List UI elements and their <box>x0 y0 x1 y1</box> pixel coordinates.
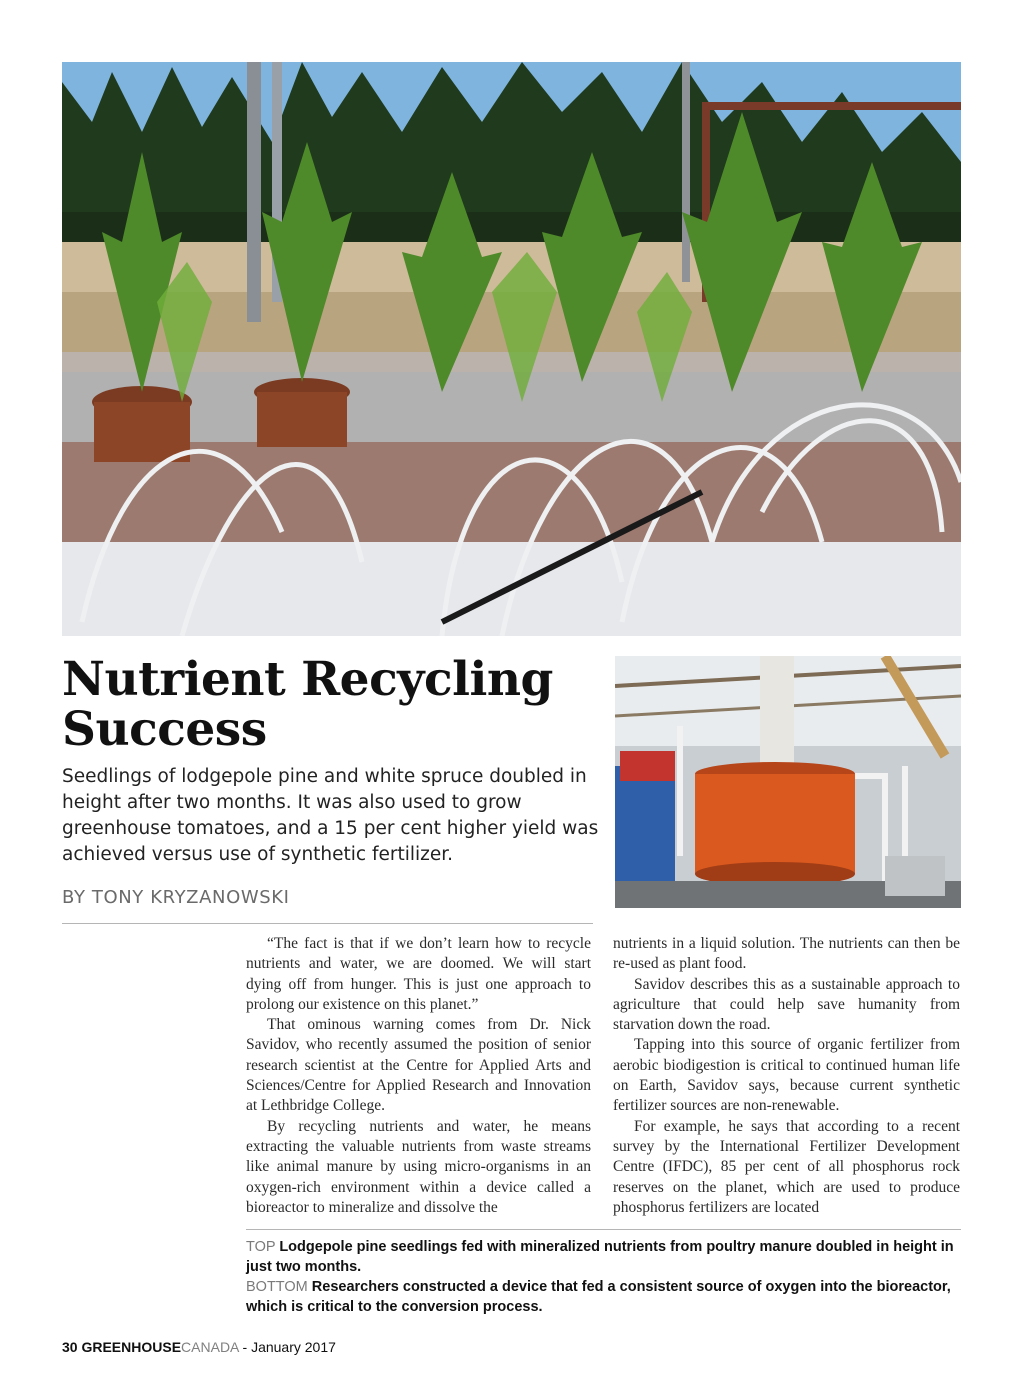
byline: BY TONY KRYZANOWSKI <box>62 887 290 908</box>
caption-bottom-text: Researchers constructed a device that fed a consistent source of oxygen into the bioreactor, which is critical to the conversion process. <box>246 1279 951 1315</box>
title-line-2: Success <box>62 702 267 757</box>
page-number: 30 <box>62 1339 78 1355</box>
paragraph: “The fact is that if we don’t learn how to recycle nutrients and water, we are doomed. We will start dying off from hunger. This is just one approach to prolong our existence on this planet.” <box>246 935 591 1013</box>
paragraph: That ominous warning comes from Dr. Nick Savidov, who recently assumed the position of senior research scientist at the Centre for Applied Arts and Sciences/Centre for Applied Research and Innovation at Lethbridge College. <box>246 1016 591 1115</box>
paragraph: Tapping into this source of organic fertilizer from aerobic biodigestion is critical to continued human life on Earth, Savidov says, because current synthetic fertilizer sources are non-renewable. <box>613 1036 960 1115</box>
body-column-1 <box>246 934 591 1218</box>
caption-bottom <box>246 1277 961 1317</box>
paragraph: Savidov describes this as a sustainable approach to agriculture that could help save humanity from starvation down the road. <box>613 975 960 1034</box>
caption-bottom-label: BOTTOM <box>246 1279 308 1295</box>
bioreactor-photo <box>615 656 961 908</box>
page-footer <box>62 1339 336 1355</box>
caption-top-text: Lodgepole pine seedlings fed with mineralized nutrients from poultry manure doubled in height in just two months. <box>246 1239 954 1275</box>
top-photo-seedlings <box>62 62 961 636</box>
magazine-name-bold: GREENHOUSE <box>81 1339 182 1355</box>
paragraph: For example, he says that according to a recent survey by the International Fertilizer Development Centre (IFDC), 85 per cent of all phosphorus rock reserves on the planet, which are used to produce phosphorus fertilizers are located <box>613 1117 960 1216</box>
photo-captions <box>246 1237 961 1317</box>
issue-date: - January 2017 <box>242 1339 336 1355</box>
magazine-name-light: CANADA <box>181 1339 239 1355</box>
byline-divider <box>62 923 593 924</box>
article-deck: Seedlings of lodgepole pine and white spruce doubled in height after two months. It was also used to grow greenhouse tomatoes, and a 15 per cent higher yield was achieved versus use of synthetic fertilizer. <box>62 766 599 865</box>
caption-divider <box>246 1229 961 1230</box>
title-line-1: Nutrient Recycling <box>62 652 553 707</box>
body-column-2 <box>613 934 960 1218</box>
caption-top <box>246 1237 961 1277</box>
paragraph: By recycling nutrients and water, he means extracting the valuable nutrients from waste streams like animal manure by using micro-organisms in an oxygen-rich environment within a device called a bioreactor to mineralize and dissolve the <box>246 1117 591 1216</box>
caption-top-label: TOP <box>246 1239 276 1255</box>
paragraph: nutrients in a liquid solution. The nutrients can then be re-used as plant food. <box>613 935 960 973</box>
article-title <box>62 652 607 757</box>
